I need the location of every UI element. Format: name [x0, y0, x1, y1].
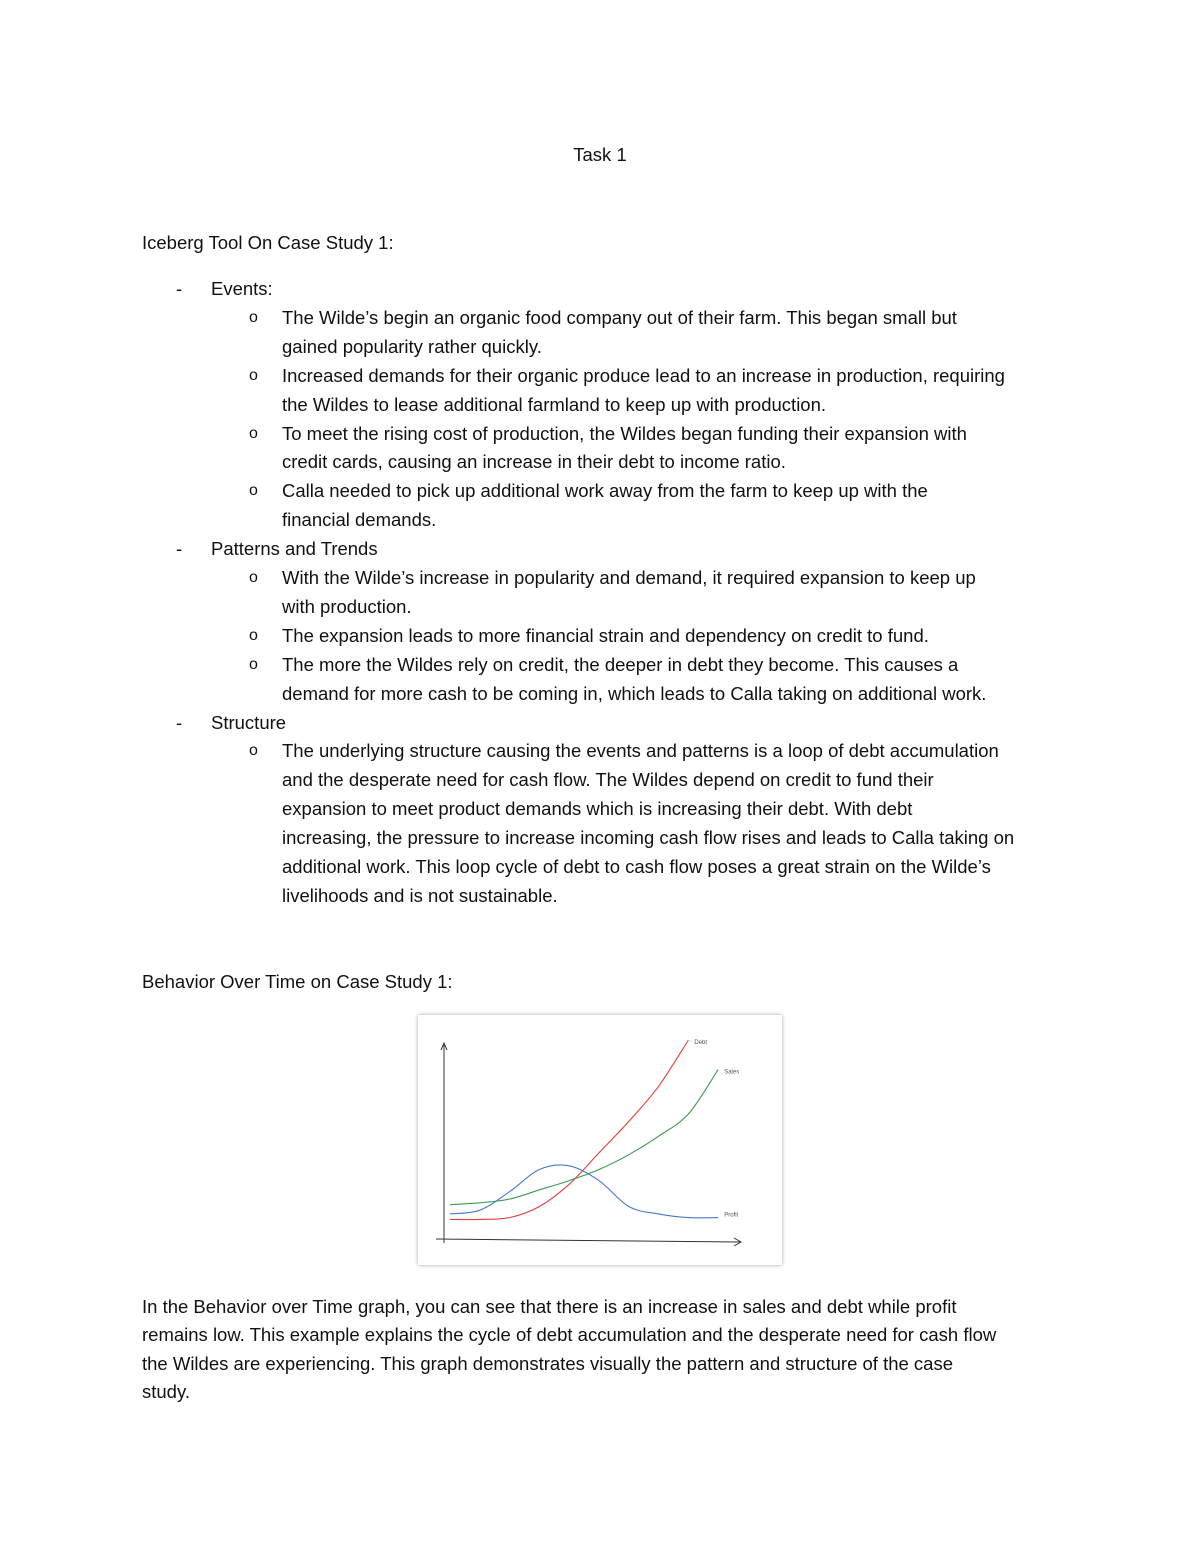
series-label-debt: Debt — [694, 1040, 708, 1046]
section-label: Structure — [211, 711, 287, 733]
series-line-debt — [450, 1040, 688, 1220]
chart-series-labels — [694, 1040, 739, 1219]
bullet-text-line: The more the Wildes rely on credit, the deeper in debt they become. This causes a — [282, 653, 959, 675]
iceberg-heading: Iceberg Tool On Case Study 1: — [142, 232, 394, 253]
series-label-profit: Profit — [724, 1212, 739, 1219]
bullet-text-line: Increased demands for their organic produce lead to an increase in production, requiring — [282, 364, 1005, 386]
bullet-marker: o — [249, 655, 258, 673]
bullet-text-line: credit cards, causing an increase in their debt to income ratio. — [282, 451, 786, 473]
bullet-text-line: gained popularity rather quickly. — [282, 335, 542, 357]
bullet-text-line: To meet the rising cost of production, the Wildes began funding their expansion with — [282, 422, 967, 444]
page-title: Task 1 — [573, 144, 627, 165]
chart-series — [450, 1040, 718, 1220]
bullet-marker: o — [249, 482, 258, 500]
behavior-heading: Behavior Over Time on Case Study 1: — [142, 971, 453, 992]
section-dash: - — [176, 538, 183, 560]
bullet-text-line: financial demands. — [282, 509, 437, 531]
series-line-profit — [450, 1165, 718, 1218]
bullet-text-line: the Wildes to lease additional farmland to keep up with production. — [282, 393, 827, 415]
chart-svg — [418, 1015, 782, 1265]
bullet-text-line: Calla needed to pick up additional work away from the farm to keep up with the — [282, 480, 928, 502]
bullet-text-line: The expansion leads to more financial strain and dependency on credit to fund. — [282, 624, 929, 646]
bullet-text-line: With the Wilde’s increase in popularity and demand, it required expansion to keep up — [282, 567, 976, 588]
bullet-marker: o — [249, 742, 258, 760]
bullet-marker: o — [249, 569, 258, 586]
bullet-text-line: demand for more cash to be coming in, which leads to Calla taking on additional work. — [282, 682, 987, 704]
section-dash: - — [176, 711, 183, 733]
bullet-marker: o — [249, 308, 258, 326]
paragraph-line: In the Behavior over Time graph, you can see that there is an increase in sales and debt while profit — [142, 1296, 957, 1317]
bullet-text-line: The Wilde’s begin an organic food company out of their farm. This began small but — [282, 306, 957, 328]
bullet-marker: o — [249, 626, 258, 644]
x-axis — [436, 1239, 740, 1242]
bullet-marker: o — [249, 366, 258, 384]
paragraph-line: remains low. This example explains the cycle of debt accumulation and the desperate need for cash flow — [142, 1324, 997, 1346]
section-dash: - — [176, 278, 183, 299]
bullet-text-line: The underlying structure causing the events and patterns is a loop of debt accumulation — [282, 740, 999, 762]
series-line-sales — [450, 1070, 718, 1205]
paragraph-line: study. — [142, 1380, 190, 1402]
bullet-text-line: additional work. This loop cycle of debt to cash flow poses a great strain on the Wilde’s — [282, 856, 991, 877]
bullet-text-line: and the desperate need for cash flow. The Wildes depend on credit to fund their — [282, 769, 934, 791]
bullet-text-line: increasing, the pressure to increase incoming cash flow rises and leads to Calla taking on — [282, 827, 1015, 849]
bullet-text-line: expansion to meet product demands which is increasing their debt. With debt — [282, 798, 913, 820]
bullet-text-line: with production. — [282, 595, 412, 617]
paragraph-line: the Wildes are experiencing. This graph demonstrates visually the pattern and structure of the case — [142, 1352, 954, 1374]
series-label-sales: Sales — [724, 1069, 740, 1076]
chart-axes — [436, 1043, 741, 1246]
bullet-text-line: livelihoods and is not sustainable. — [282, 884, 558, 906]
section-label: Events: — [211, 278, 273, 299]
bullet-marker: o — [249, 424, 258, 442]
section-label: Patterns and Trends — [211, 538, 378, 560]
behavior-over-time-chart — [418, 1015, 782, 1265]
